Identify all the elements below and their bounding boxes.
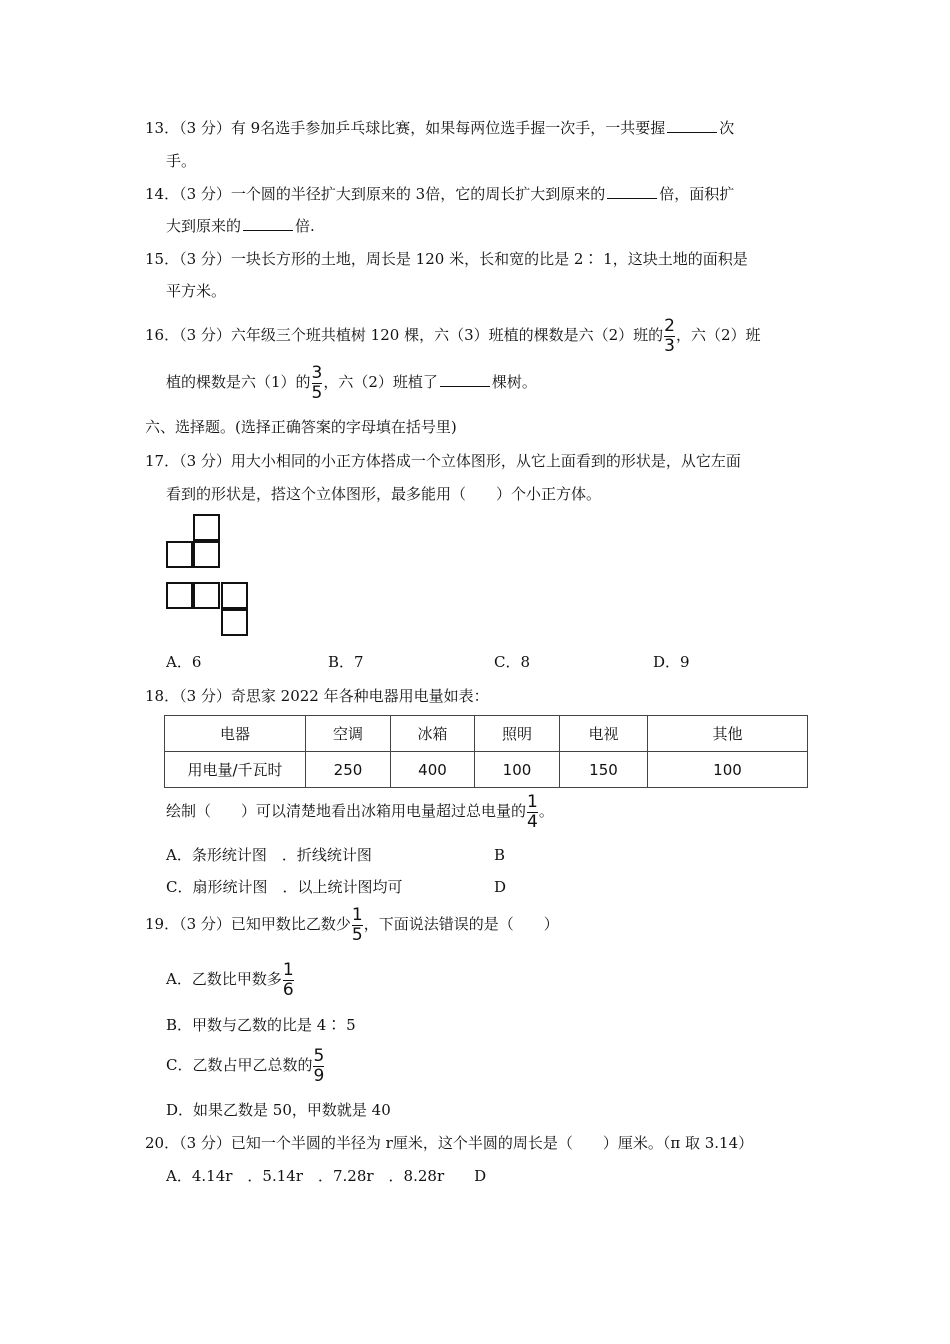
table-cell: 400: [391, 752, 475, 788]
q18-option-c[interactable]: C．扇形统计图 ．以上统计图均可: [166, 878, 403, 896]
q19-line1: 19．（3 分）已知甲数比乙数少 $\frac{1}{5}$ ，下面说法错误的是（ ）: [145, 904, 559, 945]
table-cell: 250: [306, 752, 391, 788]
fraction-one-quarter: $\frac{1}{4}$: [527, 791, 538, 832]
q13-line1: 13．（3 分）有 9名选手参加乒乓球比赛，如果每两位选手握一次手，一共要握 次: [145, 119, 735, 137]
table-cell: 空调: [306, 716, 391, 752]
q17-option-b[interactable]: B．7: [328, 653, 364, 671]
q17-option-c[interactable]: C．8: [494, 653, 531, 671]
q16-line1: 16．（3 分）六年级三个班共植树 120 棵，六（3）班植的棵数是六（2）班的 $\frac{2}{3}$ ，六（2）班: [145, 315, 761, 356]
fraction-three-fifths: $\frac{3}{5}$: [311, 362, 323, 403]
q15-line1: 15．（3 分）一块长方形的土地，周长是 120 米，长和宽的比是 2∶ 1，这块土地的面积是: [145, 250, 748, 268]
q16-line2: 植的棵数是六（1）的 $\frac{3}{5}$ ，六（2）班植了 棵树。: [166, 362, 537, 403]
fraction-five-ninths: $\frac{5}{9}$: [313, 1045, 325, 1086]
table-header-row: [165, 716, 808, 752]
q14-line2: 大到原来的 倍.: [166, 217, 315, 235]
table-cell: 100: [648, 752, 808, 788]
table-cell: 其他: [648, 716, 808, 752]
q17-line2: 看到的形状是，搭这个立体图形，最多能用（ ）个小正方体。: [166, 485, 602, 503]
table-cell: 150: [560, 752, 648, 788]
table-cell: 100: [475, 752, 560, 788]
table-cell: 电视: [560, 716, 648, 752]
q14-answer-blank-2[interactable]: [243, 216, 293, 231]
electricity-table: [164, 715, 808, 788]
q15-line2: 平方米。: [166, 282, 227, 300]
table-cell: 用电量/千瓦时: [165, 752, 306, 788]
q18-line1: 18．（3 分）奇思家 2022 年各种电器用电量如表：: [145, 687, 489, 705]
q18-option-b[interactable]: B: [494, 846, 506, 864]
q17-option-d[interactable]: D．9: [653, 653, 690, 671]
q20-line1: 20．（3 分）已知一个半圆的半径为 r厘米，这个半圆的周长是（ ）厘米。（π 取 3.14）: [145, 1134, 754, 1152]
q18-option-a[interactable]: A．条形统计图 ．折线统计图: [166, 846, 372, 864]
q13-line2: 手。: [166, 152, 197, 170]
fraction-one-sixth: $\frac{1}{6}$: [282, 959, 294, 1000]
q14-line1: 14．（3 分）一个圆的半径扩大到原来的 3倍，它的周长扩大到原来的 倍，面积扩: [145, 185, 735, 203]
table-row: [165, 752, 808, 788]
q18-option-d[interactable]: D: [494, 878, 507, 896]
q19-option-a[interactable]: A．乙数比甲数多 $\frac{1}{6}$: [166, 959, 294, 1000]
table-cell: 照明: [475, 716, 560, 752]
q13-answer-blank[interactable]: [667, 118, 717, 133]
table-cell: 冰箱: [391, 716, 475, 752]
q18-line2: 绘制（ ）可以清楚地看出冰箱用电量超过总电量的 $\frac{1}{4}$ 。: [166, 791, 554, 832]
q19-option-c[interactable]: C．乙数占甲乙总数的 $\frac{5}{9}$: [166, 1045, 325, 1086]
section-heading: 六、选择题。(选择正确答案的字母填在括号里): [145, 418, 457, 436]
q17-line1: 17．（3 分）用大小相同的小正方体搭成一个立体图形，从它上面看到的形状是，从它左面: [145, 452, 741, 470]
q17-option-a[interactable]: A．6: [166, 653, 202, 671]
q19-option-d[interactable]: D．如果乙数是 50，甲数就是 40: [166, 1101, 391, 1119]
q14-answer-blank-1[interactable]: [607, 184, 657, 199]
fraction-one-fifth: $\frac{1}{5}$: [351, 904, 363, 945]
q16-answer-blank[interactable]: [440, 372, 490, 387]
fraction-two-thirds: $\frac{2}{3}$: [664, 315, 675, 356]
q20-options[interactable]: A．4.14r ．5.14r ．7.28r ．8.28r D: [166, 1167, 487, 1185]
table-cell: 电器: [165, 716, 306, 752]
q19-option-b[interactable]: B．甲数与乙数的比是 4∶ 5: [166, 1016, 356, 1034]
